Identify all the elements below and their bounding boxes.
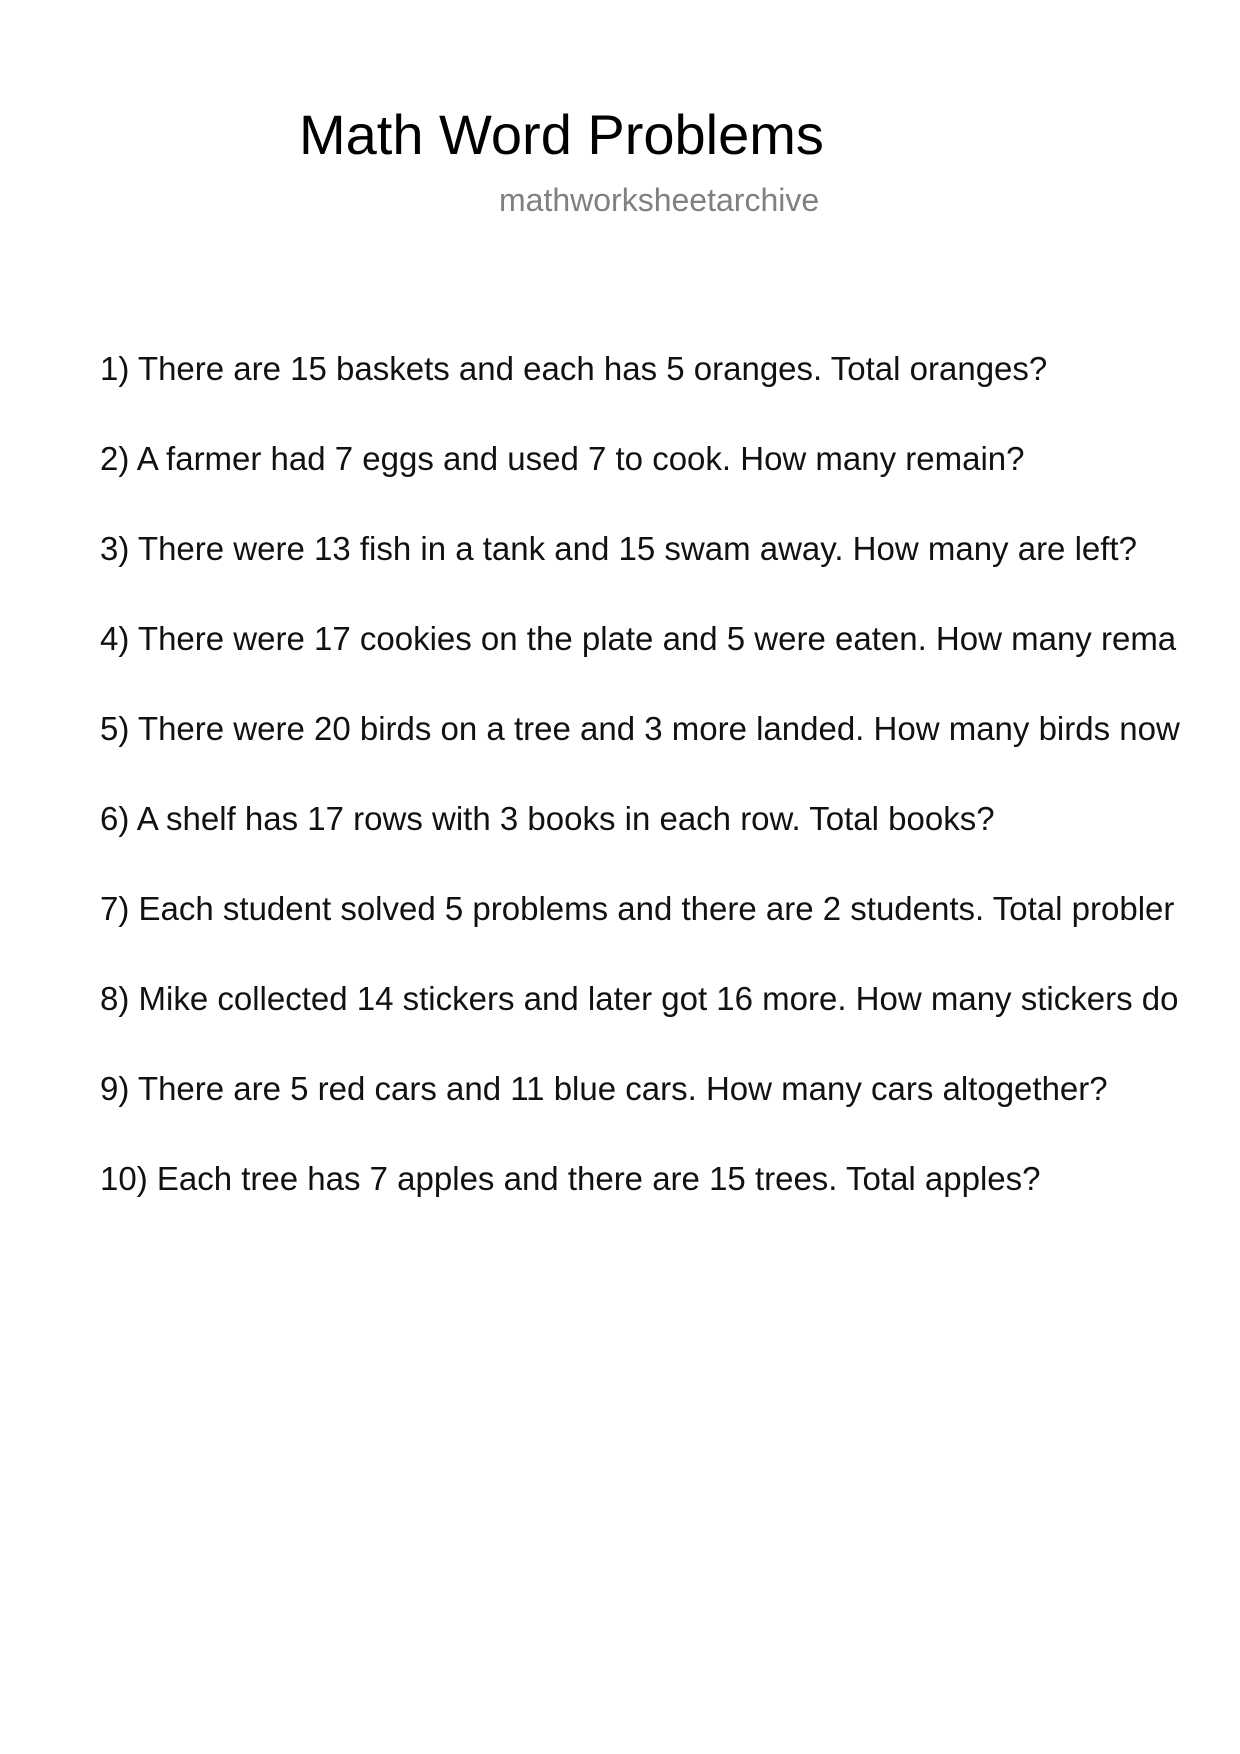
problem-item: 3) There were 13 fish in a tank and 15 swam away. How many are left? (100, 530, 1137, 567)
source-label: mathworksheetarchive (499, 182, 820, 218)
problem-item: 8) Mike collected 14 stickers and later got 16 more. How many stickers do (100, 980, 1179, 1017)
page-title: Math Word Problems (299, 103, 824, 166)
problem-item: 1) There are 15 baskets and each has 5 oranges. Total oranges? (100, 350, 1048, 387)
problem-item: 4) There were 17 cookies on the plate and 5 were eaten. How many rema (100, 620, 1177, 657)
problem-item: 10) Each tree has 7 apples and there are 15 trees. Total apples? (100, 1160, 1041, 1197)
problem-item: 2) A farmer had 7 eggs and used 7 to cook. How many remain? (100, 440, 1025, 477)
problem-item: 5) There were 20 birds on a tree and 3 more landed. How many birds now (100, 710, 1180, 747)
problem-item: 7) Each student solved 5 problems and there are 2 students. Total probler (100, 890, 1175, 927)
problem-list (100, 347, 1180, 1247)
problem-item: 6) A shelf has 17 rows with 3 books in each row. Total books? (100, 800, 995, 837)
problem-item: 9) There are 5 red cars and 11 blue cars. How many cars altogether? (100, 1070, 1108, 1107)
